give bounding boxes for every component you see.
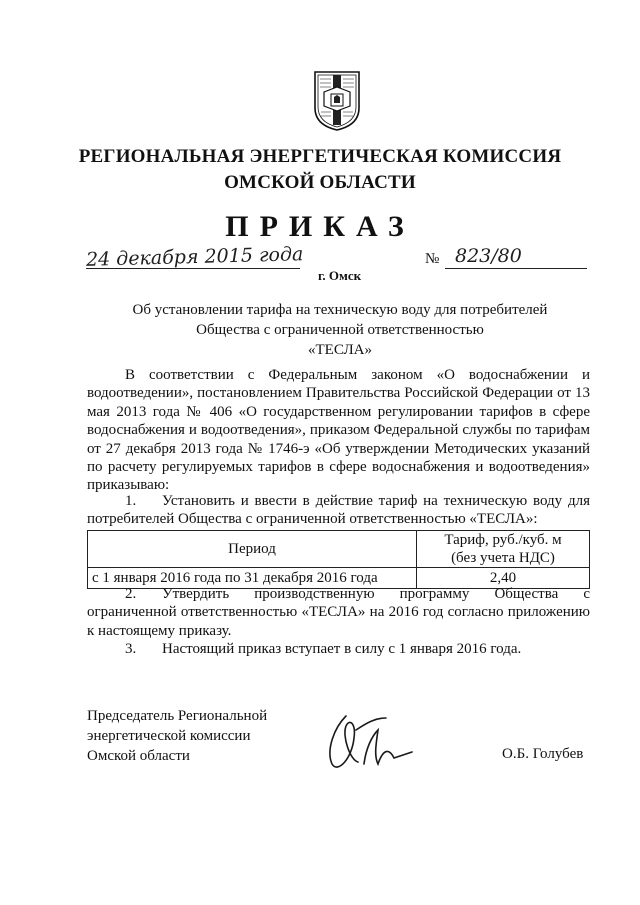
- order-subject: [100, 300, 580, 360]
- item-text: Настоящий приказ вступает в силу с 1 января 2016 года.: [162, 641, 522, 657]
- subject-line2: Общества с ограниченной ответственностью: [196, 322, 484, 338]
- order-item-3: [87, 640, 590, 658]
- signatory-name: О.Б. Голубев: [502, 746, 584, 762]
- item-number: 1.: [125, 493, 137, 509]
- number-underline: [445, 268, 587, 269]
- handwritten-number: 823/80: [455, 245, 522, 267]
- subject-line3: «ТЕСЛА»: [308, 342, 372, 358]
- order-item-1: [87, 492, 590, 529]
- item-text: Установить и ввести в действие тариф на техническую воду для потребителей Общества с ограниченной ответственностью «ТЕСЛА»:: [87, 493, 590, 528]
- signatory-title-line1: Председатель Региональной: [87, 708, 268, 724]
- rate-header-line1: Тариф, руб./куб. м: [444, 532, 562, 548]
- tariff-table: [87, 530, 590, 589]
- signatory-title: [87, 706, 267, 766]
- coat-of-arms-emblem: [312, 70, 362, 132]
- order-item-2: [87, 585, 590, 640]
- document-type-title: ПРИКАЗ: [225, 210, 415, 243]
- signatory-title-line2: энергетической комиссии: [87, 728, 251, 744]
- organization-name-line1: РЕГИОНАЛЬНАЯ ЭНЕРГЕТИЧЕСКАЯ КОМИССИЯ: [78, 146, 562, 167]
- organization-name-line2: ОМСКОЙ ОБЛАСТИ: [224, 172, 416, 193]
- item-text: Утвердить производственную программу Общества с ограниченной ответственностью «ТЕСЛА» на 2016 год согласно приложению к настоящему приказу.: [87, 586, 590, 639]
- rate-header-line2: (без учета НДС): [451, 550, 555, 566]
- number-sign: №: [425, 251, 440, 267]
- subject-line1: Об установлении тарифа на техническую воду для потребителей: [132, 302, 548, 318]
- column-header-period: Период: [88, 531, 417, 568]
- signatory-title-line3: Омской области: [87, 748, 190, 764]
- item-number: 3.: [125, 641, 137, 657]
- date-underline: [86, 268, 300, 269]
- handwritten-signature: [316, 708, 416, 778]
- period-cell: с 1 января 2016 года по 31 декабря 2016 года: [88, 568, 417, 589]
- preamble-text: В соответствии с Федеральным законом «О водоснабжении и водоотведении», постановлением Правительства Российской Федерации от 13 мая 2013 года № 406 «О государственном регулировании тарифов в сфере водоснабжения и водоотведения», приказом Федеральной службы по тарифам от 27 декабря 2013 года № 1746-э «Об утверждении Методических указаний по расчету регулируемых тарифов в сфере водоснабжения и водоотведения» приказываю:: [87, 367, 590, 494]
- table-header-row: [88, 531, 590, 568]
- preamble-paragraph: [87, 366, 590, 495]
- column-header-rate: [417, 531, 590, 568]
- item-number: 2.: [125, 586, 137, 602]
- handwritten-date: 24 декабря 2015 года: [85, 243, 304, 271]
- city-label: г. Омск: [318, 268, 362, 283]
- rate-cell: 2,40: [417, 568, 590, 589]
